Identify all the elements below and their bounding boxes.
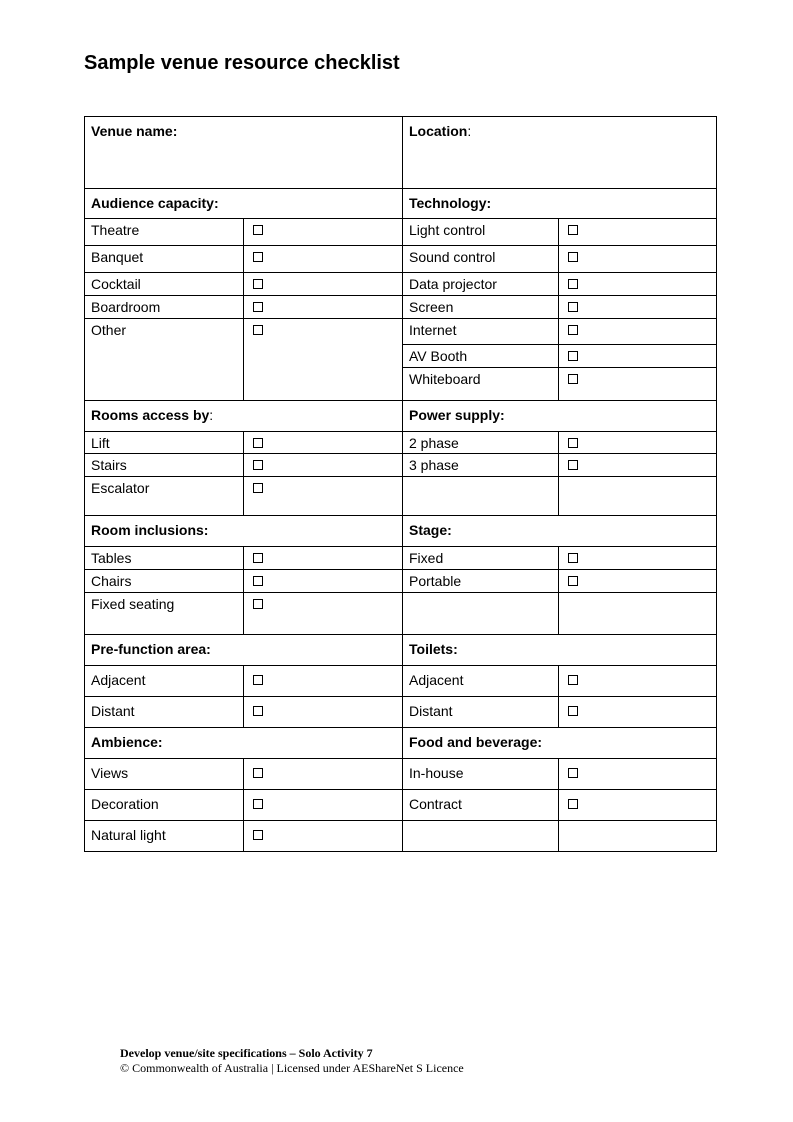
other-checkbox[interactable] <box>253 325 263 335</box>
rooms-access-item-label: Stairs <box>85 454 244 477</box>
location-label: Location <box>409 123 468 139</box>
technology-item-label: Screen <box>403 296 559 319</box>
2-phase-checkbox[interactable] <box>568 438 578 448</box>
internet-checkbox[interactable] <box>568 325 578 335</box>
av-booth-checkbox[interactable] <box>568 351 578 361</box>
whiteboard-checkbox[interactable] <box>568 374 578 384</box>
rooms-access-item-label: Lift <box>85 432 244 454</box>
power-supply-item-label: 2 phase <box>403 432 559 454</box>
room-inclusions-item-label: Fixed seating <box>85 593 244 635</box>
sound-control-checkbox[interactable] <box>568 252 578 262</box>
in-house-checkbox[interactable] <box>568 768 578 778</box>
power-supply-item-label: 3 phase <box>403 454 559 477</box>
stage-item-label: Fixed <box>403 547 559 570</box>
footer-licence-line: © Commonwealth of Australia | Licensed under AEShareNet S Licence <box>120 1061 464 1075</box>
technology-item-label: Data projector <box>403 273 559 296</box>
venue-checklist-table <box>84 116 717 852</box>
toilets-item-label: Distant <box>403 697 559 728</box>
stage-heading: Stage: <box>403 516 717 547</box>
room-inclusions-item-label: Tables <box>85 547 244 570</box>
page-title: Sample venue resource checklist <box>84 52 400 74</box>
pre-function-adjacent-checkbox[interactable] <box>253 675 263 685</box>
technology-item-label: Light control <box>403 219 559 246</box>
audience-item-label: Cocktail <box>85 273 244 296</box>
chairs-checkbox[interactable] <box>253 576 263 586</box>
room-inclusions-item-label: Chairs <box>85 570 244 593</box>
technology-item-label: Internet <box>403 319 559 345</box>
rooms-access-heading: Rooms access by <box>91 407 210 423</box>
banquet-checkbox[interactable] <box>253 252 263 262</box>
contract-checkbox[interactable] <box>568 799 578 809</box>
food-item-label: Contract <box>403 790 559 821</box>
empty-cell <box>559 821 717 852</box>
data-projector-checkbox[interactable] <box>568 279 578 289</box>
cocktail-checkbox[interactable] <box>253 279 263 289</box>
natural-light-checkbox[interactable] <box>253 830 263 840</box>
fixed-stage-checkbox[interactable] <box>568 553 578 563</box>
ambience-heading: Ambience: <box>85 728 403 759</box>
boardroom-checkbox[interactable] <box>253 302 263 312</box>
toilets-heading: Toilets: <box>403 635 717 666</box>
empty-cell <box>403 593 559 635</box>
venue-name-label: Venue name: <box>91 123 178 139</box>
screen-checkbox[interactable] <box>568 302 578 312</box>
page-footer <box>120 1046 464 1076</box>
audience-item-label: Banquet <box>85 246 244 273</box>
rooms-access-item-label: Escalator <box>85 477 244 516</box>
fixed-seating-checkbox[interactable] <box>253 599 263 609</box>
room-inclusions-heading: Room inclusions: <box>85 516 403 547</box>
venue-name-cell[interactable] <box>85 117 403 189</box>
technology-heading: Technology: <box>403 189 717 219</box>
food-item-label: In-house <box>403 759 559 790</box>
food-beverage-heading: Food and beverage: <box>403 728 717 759</box>
power-supply-heading: Power supply: <box>403 401 717 432</box>
pre-function-distant-checkbox[interactable] <box>253 706 263 716</box>
technology-item-label: Whiteboard <box>403 368 559 401</box>
light-control-checkbox[interactable] <box>568 225 578 235</box>
venue-row <box>85 117 717 189</box>
audience-item-label: Boardroom <box>85 296 244 319</box>
empty-cell <box>403 821 559 852</box>
rooms-access-colon: : <box>209 407 214 423</box>
footer-activity-line: Develop venue/site specifications – Solo Activity 7 <box>120 1046 373 1060</box>
empty-cell <box>403 477 559 516</box>
location-cell[interactable] <box>403 117 717 189</box>
technology-item-label: Sound control <box>403 246 559 273</box>
pre-function-heading: Pre-function area: <box>85 635 403 666</box>
stage-item-label: Portable <box>403 570 559 593</box>
portable-stage-checkbox[interactable] <box>568 576 578 586</box>
empty-cell <box>559 593 717 635</box>
empty-cell <box>559 477 717 516</box>
toilets-distant-checkbox[interactable] <box>568 706 578 716</box>
ambience-item-label: Decoration <box>85 790 244 821</box>
decoration-checkbox[interactable] <box>253 799 263 809</box>
ambience-item-label: Views <box>85 759 244 790</box>
views-checkbox[interactable] <box>253 768 263 778</box>
audience-item-label: Theatre <box>85 219 244 246</box>
toilets-item-label: Adjacent <box>403 666 559 697</box>
pre-function-item-label: Distant <box>85 697 244 728</box>
audience-capacity-heading: Audience capacity: <box>85 189 403 219</box>
pre-function-item-label: Adjacent <box>85 666 244 697</box>
toilets-adjacent-checkbox[interactable] <box>568 675 578 685</box>
escalator-checkbox[interactable] <box>253 483 263 493</box>
tables-checkbox[interactable] <box>253 553 263 563</box>
ambience-item-label: Natural light <box>85 821 244 852</box>
technology-item-label: AV Booth <box>403 345 559 368</box>
location-colon: : <box>467 123 472 139</box>
audience-item-label: Other <box>85 319 244 401</box>
stairs-checkbox[interactable] <box>253 460 263 470</box>
3-phase-checkbox[interactable] <box>568 460 578 470</box>
lift-checkbox[interactable] <box>253 438 263 448</box>
theatre-checkbox[interactable] <box>253 225 263 235</box>
